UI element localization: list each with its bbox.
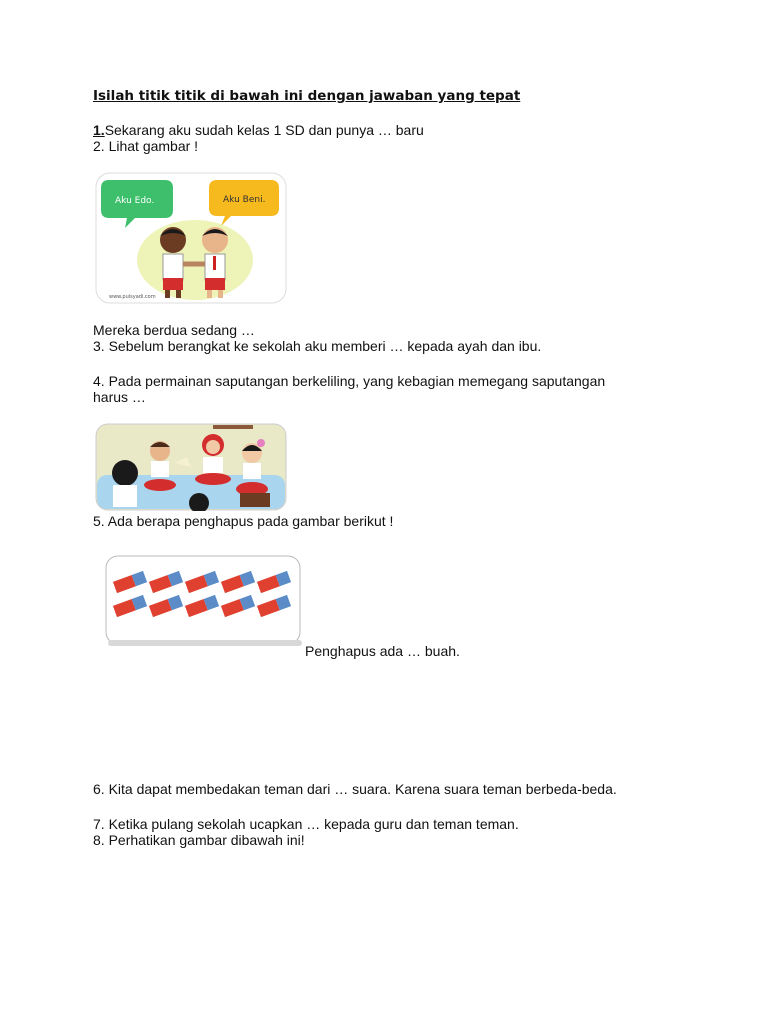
question-8: 8. Perhatikan gambar dibawah ini!	[93, 832, 305, 848]
question-1	[93, 122, 424, 138]
bubble-right-text: Aku Beni.	[223, 195, 266, 205]
instruction-heading: Isilah titik titik di bawah ini dengan jawaban yang tepat	[93, 88, 521, 104]
bubble-left-text: Aku Edo.	[115, 196, 155, 206]
question-5-answer-line: Penghapus ada … buah.	[305, 643, 460, 659]
question-2-answer-line: Mereka berdua sedang …	[93, 322, 255, 338]
question-2: 2. Lihat gambar !	[93, 138, 199, 154]
handkerchief-game-illustration	[95, 423, 287, 511]
question-1-number: 1.	[93, 122, 105, 138]
question-4-line-1: 4. Pada permainan saputangan berkeliling, yang kebagian memegang saputangan	[93, 373, 606, 389]
illustration-credit: www.pulsyadi.com	[109, 294, 156, 300]
question-1-text: Sekarang aku sudah kelas 1 SD dan punya … baru	[104, 122, 424, 138]
erasers-illustration	[104, 552, 302, 648]
handshake-illustration	[95, 172, 287, 304]
question-3: 3. Sebelum berangkat ke sekolah aku memberi … kepada ayah dan ibu.	[93, 338, 542, 354]
question-5: 5. Ada berapa penghapus pada gambar berikut !	[93, 513, 394, 529]
question-6: 6. Kita dapat membedakan teman dari … suara. Karena suara teman berbeda-beda.	[93, 781, 617, 797]
question-7: 7. Ketika pulang sekolah ucapkan … kepada guru dan teman teman.	[93, 816, 519, 832]
question-4-line-2: harus …	[93, 389, 146, 405]
